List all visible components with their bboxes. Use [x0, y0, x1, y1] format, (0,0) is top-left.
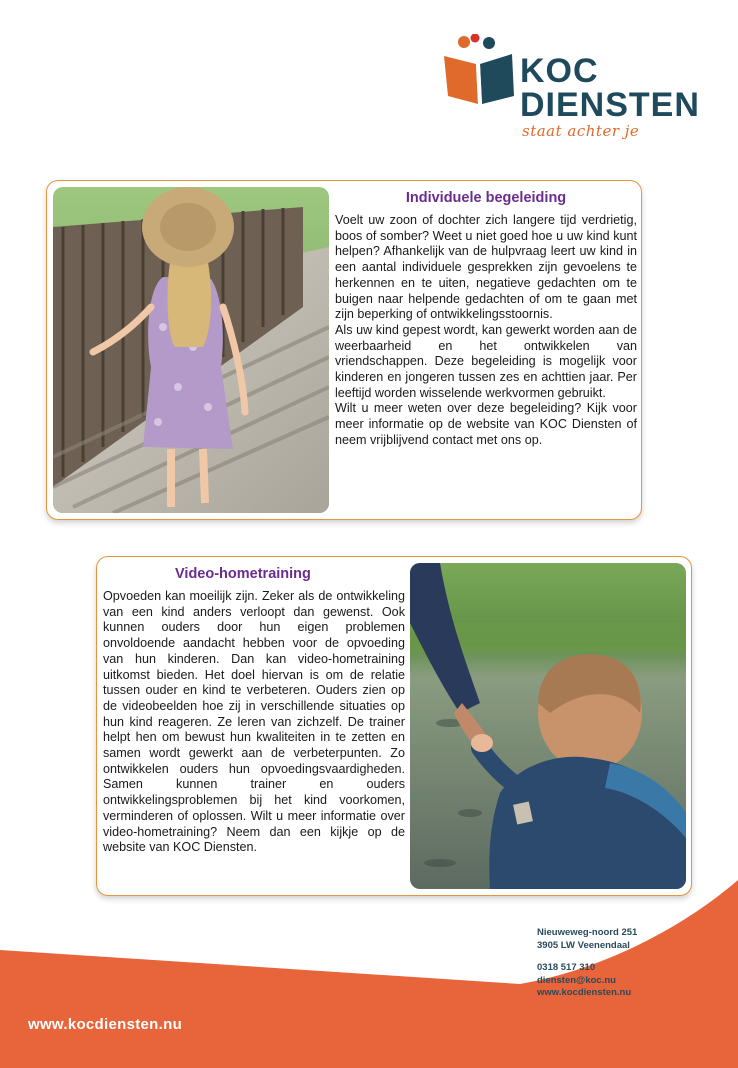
photo-girl-with-hat	[53, 187, 329, 513]
address-city: 3905 LW Veenendaal	[537, 939, 630, 951]
card1-title: Individuele begeleiding	[405, 190, 567, 206]
address-street: Nieuweweg-noord 251	[537, 927, 638, 938]
koc-logo-icon	[442, 34, 518, 114]
logo-slogan: staat achter je	[522, 122, 640, 140]
card2-paragraph-1: Opvoeden kan moeilijk zijn. Zeker als de ontwikkeling van een kind anders verloopt dan gewenst. Ook kunnen ouders door hun eigen problemen onvoldoende aandacht hebben voor de opvoeding van hun kinderen. Dan kan video-hometraining uitkomst bieden. Het doel hiervan is om de relatie tussen ouder en kind te verbeteren. Ouders zien op de videobeelden hoe zij in verschillende situaties op hun kind reageren. Ze leren van zichzelf. De trainer helpt hen om bewust hun kwaliteiten in te zetten en samen wordt gewerkt aan de verbeterpunten. Zo ontwikkelen ouders hun opvoedingsvaardigheden. Samen kunnen trainer en ouders ontwikkelingsproblemen bij het kind voorkomen, verminderen of oplossen. Wilt u meer informatie over video-hometraining? Neem dan een kijkje op de website van KOC Diensten.	[103, 589, 405, 855]
card2-text	[103, 565, 405, 856]
logo-brand-koc: KOC	[520, 52, 599, 90]
card-video-hometraining	[96, 556, 692, 896]
logo-brand-diensten: DIENSTEN	[520, 86, 700, 124]
footer-contact-block	[537, 927, 637, 1000]
footer-website-link[interactable]: www.kocdiensten.nu	[28, 1016, 183, 1033]
card1-paragraph-2: Als uw kind gepest wordt, kan gewerkt worden aan de weerbaarheid en het ontwikkelen van vriendschappen. Deze begeleiding is mogelijk voor kinderen en jongeren tussen zes en achttien jaar. Per leeftijd worden wisselende werkvormen gebruikt.	[335, 322, 637, 400]
contact-email[interactable]: diensten@koc.nu	[537, 974, 616, 986]
photo-child-holding-hand	[410, 563, 686, 889]
card1-paragraph-3: Wilt u meer weten over deze begeleiding? Kijk voor meer informatie op de website van KOC Diensten of neem vrijblijvend contact met ons op.	[335, 401, 637, 447]
contact-website[interactable]: www.kocdiensten.nu	[537, 987, 632, 998]
card-individuele-begeleiding	[46, 180, 642, 520]
card2-title: Video-hometraining	[175, 566, 311, 582]
card1-paragraph-1: Voelt uw zoon of dochter zich langere tijd verdrietig, boos of somber? Weet u niet goed hoe u uw kind kunt helpen? Afhankelijk van de hulpvraag leert uw kind in een aantal individuele gesprekken zijn gevoelens te herkennen en te uiten, negatieve gedachten om te buigen naar helpende gedachten of om te gaan met zijn beperking of ontwikkelingsstoornis.	[335, 213, 637, 322]
card1-text	[335, 189, 637, 449]
contact-phone[interactable]: 0318 517 310	[537, 962, 596, 973]
koc-logo	[442, 34, 700, 144]
